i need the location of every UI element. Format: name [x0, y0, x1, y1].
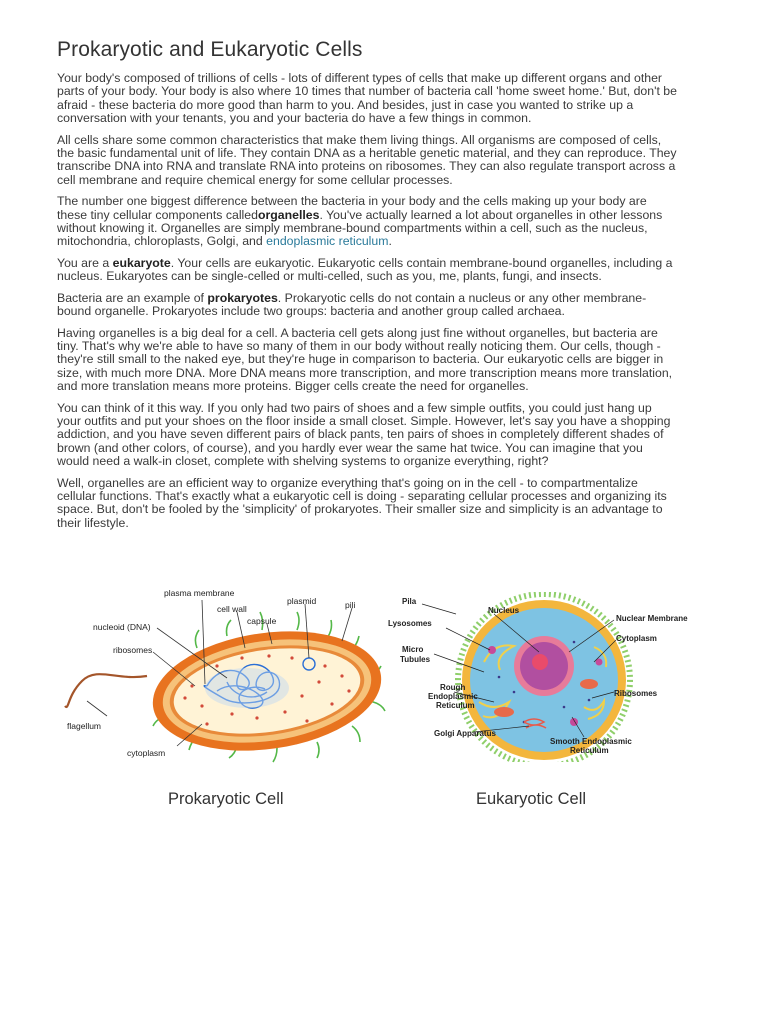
label-ribosomes: ribosomes: [113, 645, 153, 655]
label-ribosomes: Ribosomes: [614, 689, 658, 698]
label-smooth-er-line2: Reticulum: [570, 746, 609, 755]
prokaryotic-cell-illustration: [57, 586, 387, 766]
label-smooth-er-line1: Smooth Endoplasmic: [550, 737, 632, 746]
eukaryotic-cell-caption: Eukaryotic Cell: [476, 790, 587, 808]
label-rough-er-line2: Endoplasmic: [428, 692, 478, 701]
label-plasmid: plasmid: [287, 596, 317, 606]
label-pila: Pila: [402, 597, 417, 606]
label-pili: pili: [345, 600, 356, 610]
label-micro-tubules-line2: Tubules: [400, 655, 431, 664]
nucleoid-region: [205, 668, 289, 708]
term-prokaryotes: prokaryotes: [207, 290, 278, 305]
label-flagellum: flagellum: [67, 721, 102, 731]
label-cell-wall: cell wall: [217, 604, 247, 614]
label-plasma-membrane: plasma membrane: [164, 588, 235, 598]
mitochondrion-shape-2: [580, 679, 598, 689]
label-micro-tubules-line1: Micro: [402, 645, 424, 654]
prokaryotic-cell-diagram: [57, 586, 387, 766]
prokaryotic-cell-caption: Prokaryotic Cell: [168, 790, 284, 808]
paragraph-prokaryotes: Bacteria are an example of prokaryotes. Prokaryotic cells do not contain a nucleus or any other membrane-bound organelle. Prokaryotes include two groups: bacteria and another group called archaea.: [57, 290, 647, 319]
paragraph-closet-analogy: You can think of it this way. If you only had two pairs of shoes and a few simple outfits, you could just hang up your outfits and put your shoes on the floor inside a small closet. Simple. However, let's say you have a shopping addiction, and you have seven different pairs of black pants, ten pairs of shoes in completely different shades of brown (and other colors, of course), and you hardly ever wear the same hat twice. You can imagine that you would need a walk-in closet, complete with shelving systems to organize everything, right?: [57, 400, 671, 469]
page-title: Prokaryotic and Eukaryotic Cells: [57, 38, 363, 61]
paragraph-conclusion: Well, organelles are an efficient way to organize everything that's going on in the cell - to compartmentalize cellular functions. That's exactly what a eukaryotic cell is doing - separating cellular processes and organizing its space. But, don't be fooled by the 'simplicity' of prokaryotes. Their smaller size and simplicity is an advantage to their lifestyle.: [57, 475, 667, 530]
label-cytoplasm: Cytoplasm: [616, 634, 657, 643]
eukaryotic-cell-illustration: [384, 592, 714, 762]
label-rough-er-line1: Rough: [440, 683, 466, 692]
link-endoplasmic-reticulum[interactable]: endoplasmic reticulum: [266, 234, 389, 249]
eukaryotic-cell-diagram: [384, 592, 714, 762]
label-cytoplasm: cytoplasm: [127, 748, 166, 758]
label-rough-er-line3: Reticulum: [436, 701, 475, 710]
paragraph-organelles: The number one biggest difference between the bacteria in your body and the cells making up your body are these tiny cellular components calledorganelles. You've actually learned a lot about organelles in other lessons without knowing it. Organelles are simply membrane-bound compartments within a cell, such as the nucleus, mitochondria, chloroplasts, Golgi, and endoplasmic reticulum.: [57, 194, 663, 249]
paragraph-eukaryote: You are a eukaryote. Your cells are eukaryotic. Eukaryotic cells contain membrane-bound organelles, including a nucleus. Eukaryotes can be single-celled or multi-celled, such as you, me, plants, fungi, and insects.: [57, 255, 673, 284]
paragraph-common-characteristics: All cells share some common characteristics that make them living things. All organisms are composed of cells, the basic fundamental unit of life. They contain DNA as a heritable genetic material, and they can reproduce. They transcribe DNA into RNA and translate RNA into proteins on ribosomes. They can also regulate transport across a cell membrane and require chemical energy for some cellular processes.: [57, 132, 677, 187]
label-lysosomes: Lysosomes: [388, 619, 432, 628]
term-organelles: organelles: [257, 207, 320, 222]
mitochondrion-shape: [494, 707, 514, 717]
article: [57, 38, 677, 538]
paragraph-organelles-importance: Having organelles is a big deal for a cell. A bacteria cell gets along just fine without organelles, but bacteria are tiny. That's why we're able to have so many of them in our body without really noticing them. Our cells, though - they're still small to the naked eye, but they're huge in comparison to bacteria. Our eukaryotic cells are bigger in size, with much more DNA. More DNA means more transcription, and more transcription means more translation, and more translation means more proteins. Bigger cells create the need for organelles.: [57, 325, 673, 394]
nucleolus-shape: [532, 654, 548, 670]
label-nuclear-membrane: Nuclear Membrane: [616, 614, 688, 623]
flagellum-shape: [65, 674, 147, 707]
term-eukaryote: eukaryote: [112, 255, 171, 270]
label-capsule: capsule: [247, 616, 277, 626]
label-golgi-apparatus: Golgi Apparatus: [434, 729, 496, 738]
paragraph-intro: Your body's composed of trillions of cells - lots of different types of cells that make up different organs and other parts of your body. Your body is also where 10 times that number of bacteria call 'home sweet home.' But, don't be afraid - these bacteria do more good than harm to you. And besides, just in case you wanted to strike up a conversation with your tenants, you and your bacteria do have a few things in common.: [57, 71, 677, 126]
label-nucleoid: nucleoid (DNA): [93, 622, 151, 632]
label-nucleus: Nucleus: [488, 606, 520, 615]
